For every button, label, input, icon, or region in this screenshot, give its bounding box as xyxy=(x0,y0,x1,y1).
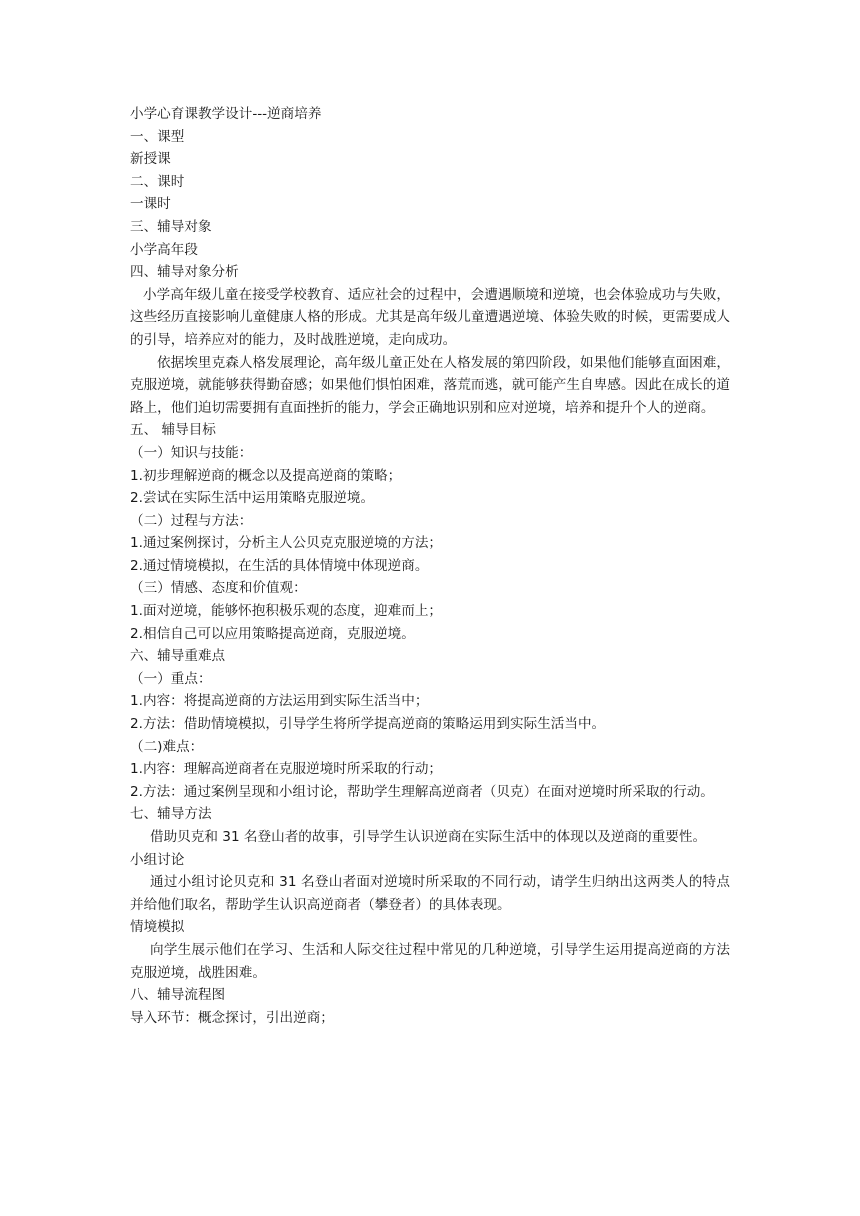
class-hours-value: 一课时 xyxy=(130,196,171,213)
goals-attitude-item-2: 2.相信自己可以应用策略提高逆商，克服逆境。 xyxy=(130,625,415,642)
goals-process-item-2: 2.通过情境模拟，在生活的具体情境中体现逆商。 xyxy=(130,557,429,574)
section-heading-audience-analysis: 四、辅导对象分析 xyxy=(130,264,239,281)
audience-analysis-paragraph-1: 小学高年级儿童在接受学校教育、适应社会的过程中，会遭遇顺境和逆境，也会体验成功与失败，这些经历直接影响儿童健康人格的形成。尤其是高年级儿童遭遇逆境、体验失败的时候，更需要成人的引导，培养应对的能力，及时战胜逆境，走向成功。 xyxy=(130,286,730,348)
goals-knowledge-item-1: 1.初步理解逆商的概念以及提高逆商的策略； xyxy=(130,467,402,484)
goals-knowledge-heading: （一）知识与技能： xyxy=(130,444,253,461)
methods-paragraph-1: 借助贝克和 31 名登山者的故事，引导学生认识逆商在实际生活中的体现以及逆商的重要性。 xyxy=(150,829,707,845)
goals-process-item-1: 1.通过案例探讨，分析主人公贝克克服逆境的方法； xyxy=(130,535,443,552)
section-heading-target-audience: 三、辅导对象 xyxy=(130,218,212,235)
goals-attitude-heading: （三）情感、态度和价值观： xyxy=(130,580,307,597)
section-heading-methods: 七、辅导方法 xyxy=(130,806,212,823)
key-points-item-1: 1.内容：将提高逆商的方法运用到实际生活当中； xyxy=(130,693,429,710)
methods-paragraph-2: 通过小组讨论贝克和 31 名登山者面对逆境时所采取的不同行动，请学生归纳出这两类人的特点并给他们取名，帮助学生认识高逆商者（攀登者）的具体表现。 xyxy=(130,874,730,913)
difficult-points-item-1: 1.内容：理解高逆商者在克服逆境时所采取的行动； xyxy=(130,761,443,778)
course-type-value: 新授课 xyxy=(130,151,171,168)
methods-paragraph-3: 向学生展示他们在学习、生活和人际交往过程中常见的几种逆境，引导学生运用提高逆商的方法克服逆境，战胜困难。 xyxy=(130,941,730,981)
difficult-points-item-2: 2.方法：通过案例呈现和小组讨论，帮助学生理解高逆商者（贝克）在面对逆境时所采取的行动。 xyxy=(130,783,714,800)
flowchart-intro-text: 导入环节：概念探讨，引出逆商； xyxy=(130,1009,334,1026)
methods-subheading-group-discussion: 小组讨论 xyxy=(130,851,185,868)
section-heading-class-hours: 二、课时 xyxy=(130,173,185,190)
section-heading-key-points: 六、辅导重难点 xyxy=(130,648,226,665)
goals-process-heading: （二）过程与方法： xyxy=(130,512,253,529)
goals-knowledge-item-2: 2.尝试在实际生活中运用策略克服逆境。 xyxy=(130,490,375,507)
key-points-item-2: 2.方法：借助情境模拟，引导学生将所学提高逆商的策略运用到实际生活当中。 xyxy=(130,716,606,733)
key-points-heading: （一）重点： xyxy=(130,670,212,687)
document-title: 小学心育课教学设计---逆商培养 xyxy=(130,106,322,122)
difficult-points-heading: （二)难点： xyxy=(130,738,204,755)
target-audience-value: 小学高年段 xyxy=(130,241,198,258)
section-heading-goals: 五、 辅导目标 xyxy=(130,422,216,439)
section-heading-course-type: 一、课型 xyxy=(130,128,185,145)
methods-subheading-scenario-simulation: 情境模拟 xyxy=(130,919,185,936)
audience-analysis-paragraph-2: 依据埃里克森人格发展理论，高年级儿童正处在人格发展的第四阶段，如果他们能够直面困难，克服逆境，就能够获得勤奋感；如果他们惧怕困难，落荒而逃，就可能产生自卑感。因此在成长的道路上，他们迫切需要拥有直面挫折的能力，学会正确地识别和应对逆境，培养和提升个人的逆商。 xyxy=(130,354,730,416)
goals-attitude-item-1: 1.面对逆境，能够怀抱积极乐观的态度，迎难而上； xyxy=(130,603,443,620)
section-heading-flowchart: 八、辅导流程图 xyxy=(130,987,226,1004)
document-body xyxy=(130,103,730,1029)
